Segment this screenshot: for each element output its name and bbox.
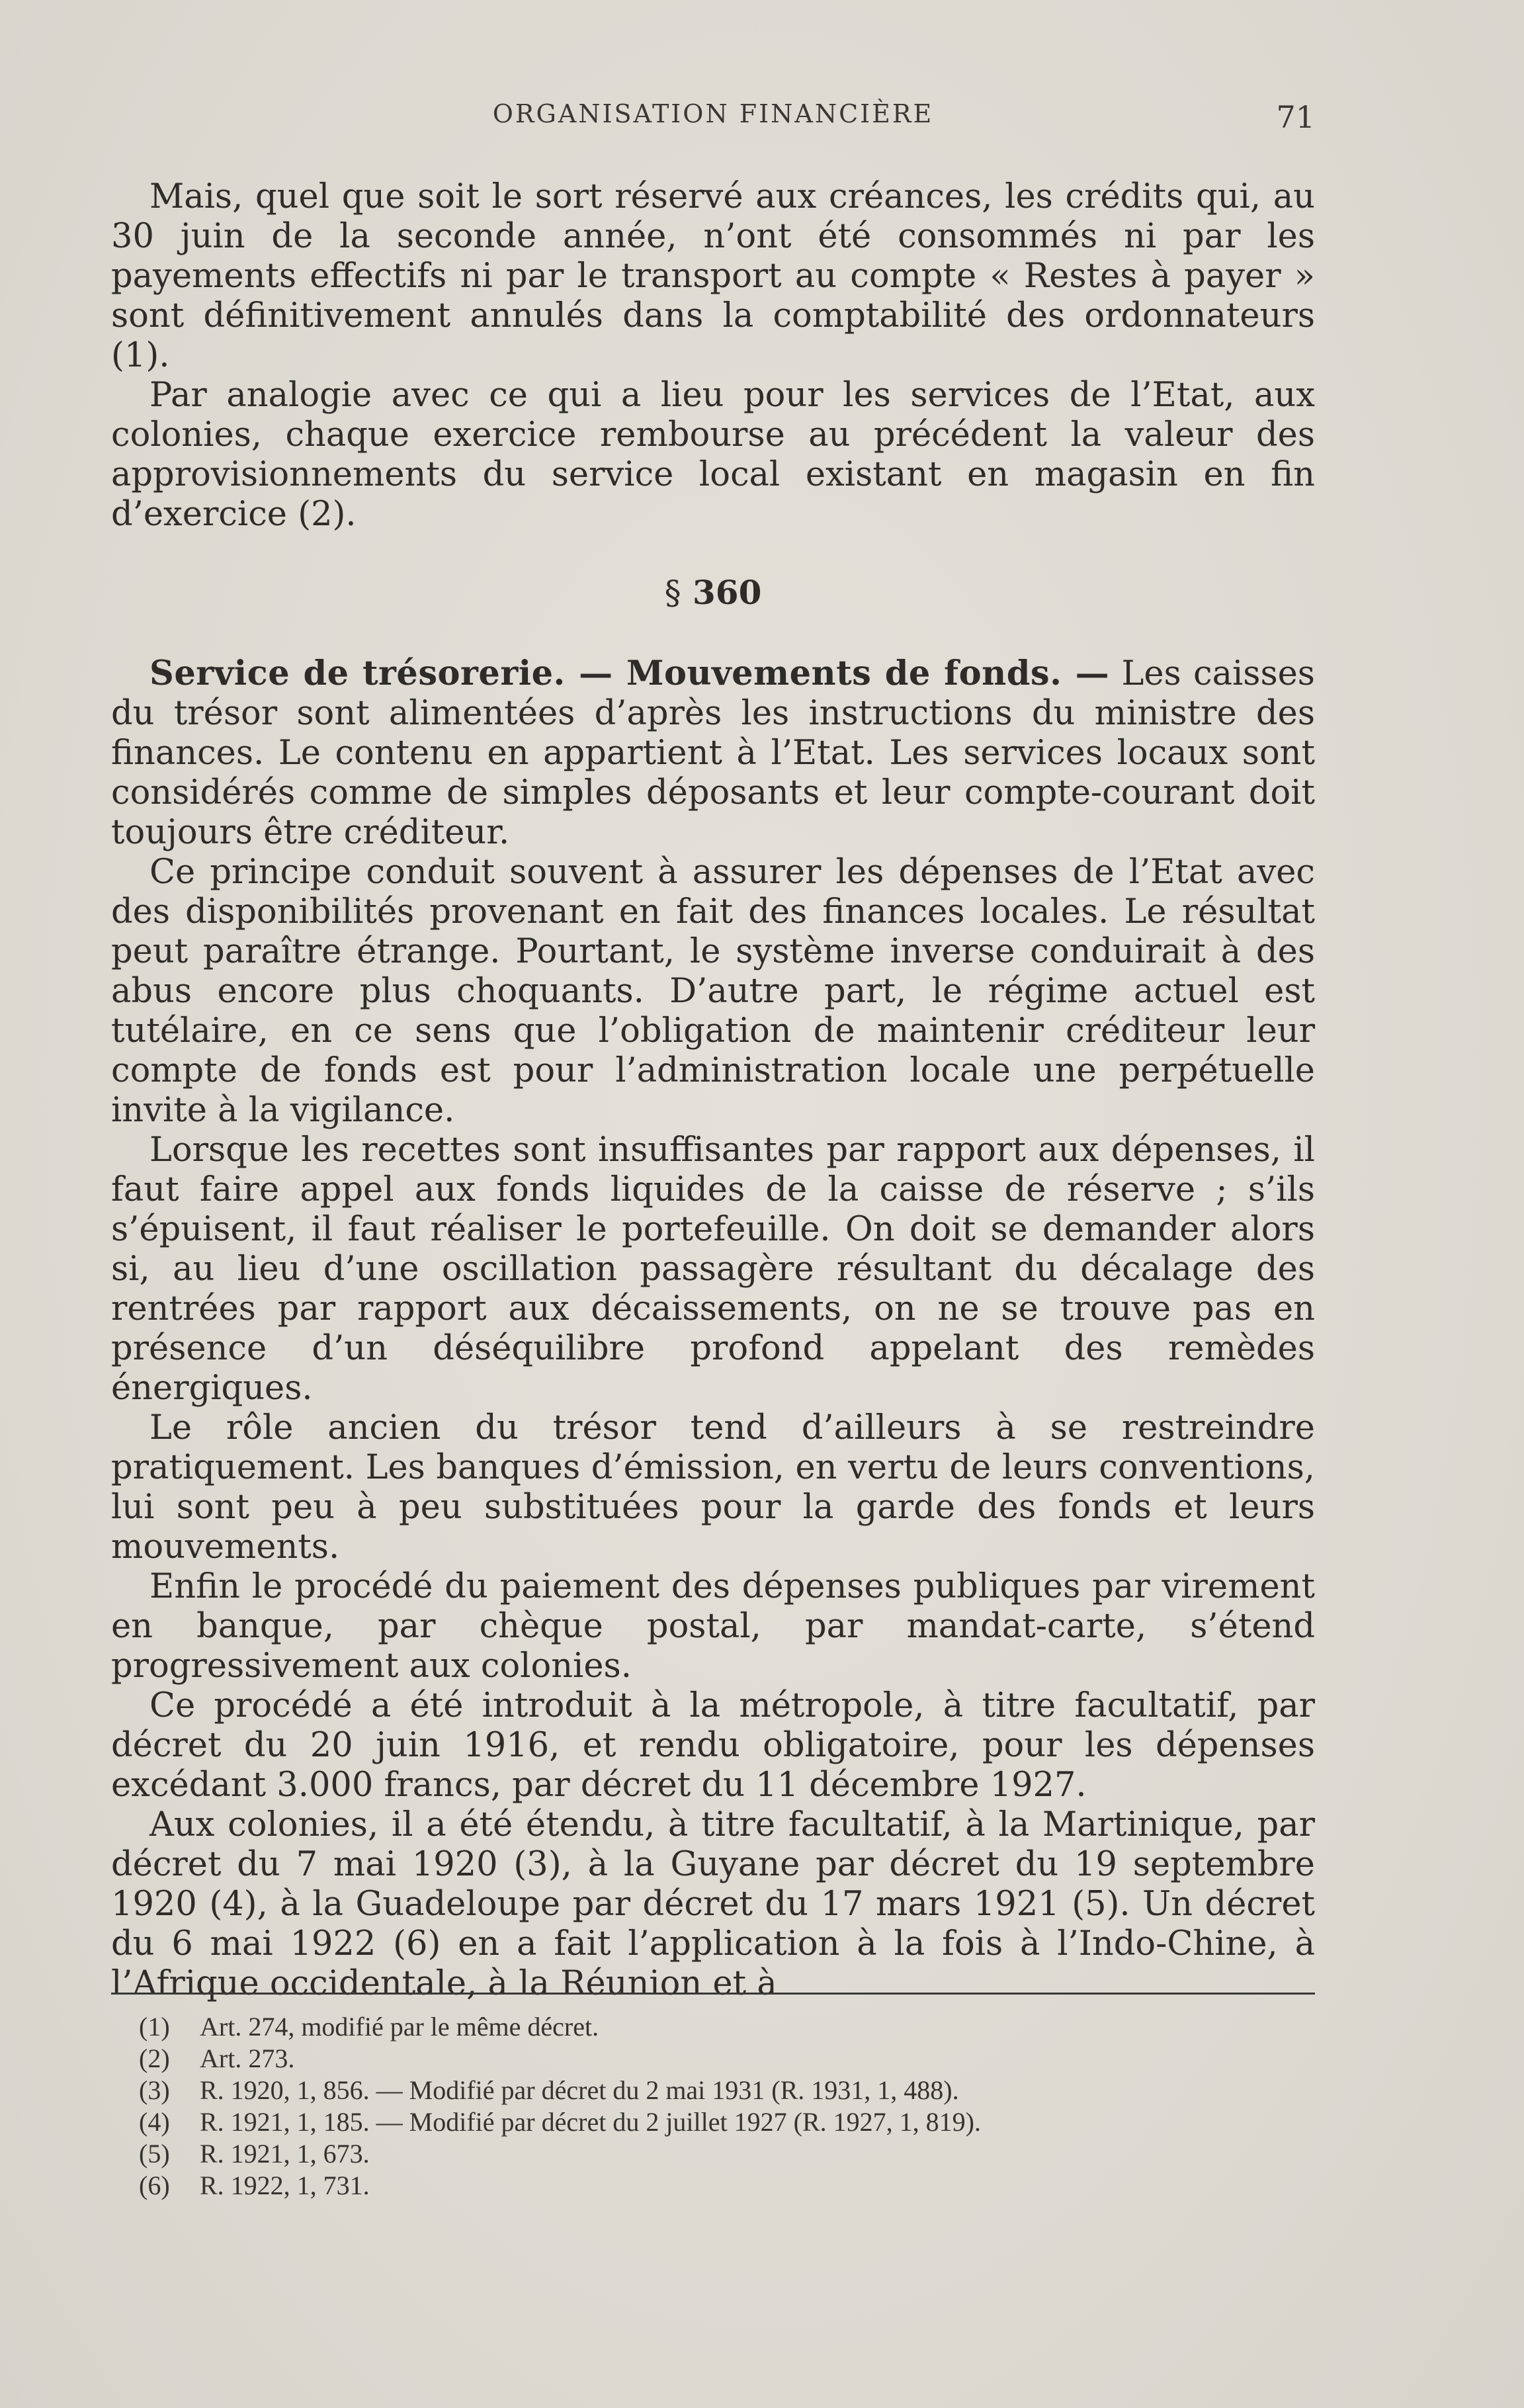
body-text xyxy=(111,177,1315,2004)
footnote-6 xyxy=(139,2170,1316,2202)
footnote-text: Art. 273. xyxy=(200,2043,295,2073)
paragraph-approvisionnements: Par analogie avec ce qui a lieu pour les services de l’Etat, aux colonies, chaque exercice rembourse au précédent la valeur des approvisionnements du service local existant en magasin en fin d’exercice (2). xyxy=(111,376,1315,534)
paragraph-credits: Mais, quel que soit le sort réservé aux créances, les crédits qui, au 30 juin de la seconde année, n’ont été consommés ni par les payements effectifs ni par le transport au compte « Restes à payer » sont définitivement annulés dans la comptabilité des ordonnateurs (1). xyxy=(111,177,1315,375)
footnote-divider xyxy=(111,1993,1315,1995)
footnote-1 xyxy=(139,2011,1316,2043)
section-lead-text: Les caisses du trésor sont alimentées d’après les instructions du ministre des finances. Le contenu en appartient à l’Etat. Les services locaux sont considérés comme de simples déposants et leur compte-courant doit toujours être créditeur. xyxy=(111,654,1315,852)
running-title: ORGANISATION FINANCIÈRE xyxy=(492,99,934,128)
running-header xyxy=(111,99,1315,146)
footnote-number: (2) xyxy=(139,2043,170,2073)
footnote-4 xyxy=(139,2106,1316,2138)
footnote-3 xyxy=(139,2075,1316,2106)
paragraph-colonies: Aux colonies, il a été étendu, à titre facultatif, à la Martinique, par décret du 7 mai 1920 (3), à la Guyane par décret du 19 septembre 1920 (4), à la Guadeloupe par décret du 17 mars 1921 (5). Un décret du 6 mai 1922 (6) en a fait l’application à la fois à l’Indo-Chine, à l’Afrique occidentale, à la Réunion et à xyxy=(111,1805,1315,2003)
footnotes xyxy=(139,2011,1316,2202)
footnote-text: R. 1922, 1, 731. xyxy=(200,2171,370,2200)
section-heading xyxy=(111,573,1315,613)
footnote-number: (4) xyxy=(139,2107,170,2137)
paragraph-recettes: Lorsque les recettes sont insuffisantes par rapport aux dépenses, il faut faire appel aux fonds liquides de la caisse de réserve ; s’ils s’épuisent, il faut réaliser le portefeuille. On doit se demander alors si, au lieu d’une oscillation passagère résultant du décalage des rentrées par rapport aux décaissements, on ne se trouve pas en présence d’un déséquilibre profond appelant des remèdes énergiques. xyxy=(111,1131,1315,1408)
paragraph-metropole: Ce procédé a été introduit à la métropole, à titre facultatif, par décret du 20 juin 1916, et rendu obligatoire, pour les dépenses excédant 3.000 francs, par décret du 11 décembre 1927. xyxy=(111,1686,1315,1805)
paragraph-principe: Ce principe conduit souvent à assurer les dépenses de l’Etat avec des disponibilités provenant en fait des finances locales. Le résultat peut paraître étrange. Pourtant, le système inverse conduirait à des abus encore plus choquants. D’autre part, le régime actuel est tutélaire, en ce sens que l’obligation de maintenir créditeur leur compte de fonds est pour l’administration locale une perpétuelle invite à la vigilance. xyxy=(111,853,1315,1130)
page-number: 71 xyxy=(1276,99,1315,135)
section-lead-title: Service de trésorerie. — Mouvements de fonds. — xyxy=(149,654,1110,693)
footnote-5 xyxy=(139,2138,1316,2170)
footnote-number: (5) xyxy=(139,2139,170,2169)
footnote-number: (1) xyxy=(139,2012,170,2042)
section-number: 360 xyxy=(693,573,762,612)
section-symbol: § xyxy=(664,574,681,612)
footnote-text: R. 1920, 1, 856. — Modifié par décret du 2 mai 1931 (R. 1931, 1, 488). xyxy=(200,2075,959,2105)
paragraph-role-tresor: Le rôle ancien du trésor tend d’ailleurs à se restreindre pratiquement. Les banques d’émission, en vertu de leurs conventions, lui sont peu à peu substituées pour la garde des fonds et leurs mouvements. xyxy=(111,1408,1315,1567)
footnote-2 xyxy=(139,2043,1316,2075)
footnote-text: R. 1921, 1, 185. — Modifié par décret du 2 juillet 1927 (R. 1927, 1, 819). xyxy=(200,2107,981,2137)
paragraph-virement: Enfin le procédé du paiement des dépenses publiques par virement en banque, par chèque postal, par mandat-carte, s’étend progressivement aux colonies. xyxy=(111,1567,1315,1686)
footnote-number: (3) xyxy=(139,2075,170,2105)
footnote-text: R. 1921, 1, 673. xyxy=(200,2139,370,2169)
footnote-text: Art. 274, modifié par le même décret. xyxy=(200,2012,599,2042)
paragraph-tresorerie xyxy=(111,654,1315,853)
footnote-number: (6) xyxy=(139,2171,170,2200)
